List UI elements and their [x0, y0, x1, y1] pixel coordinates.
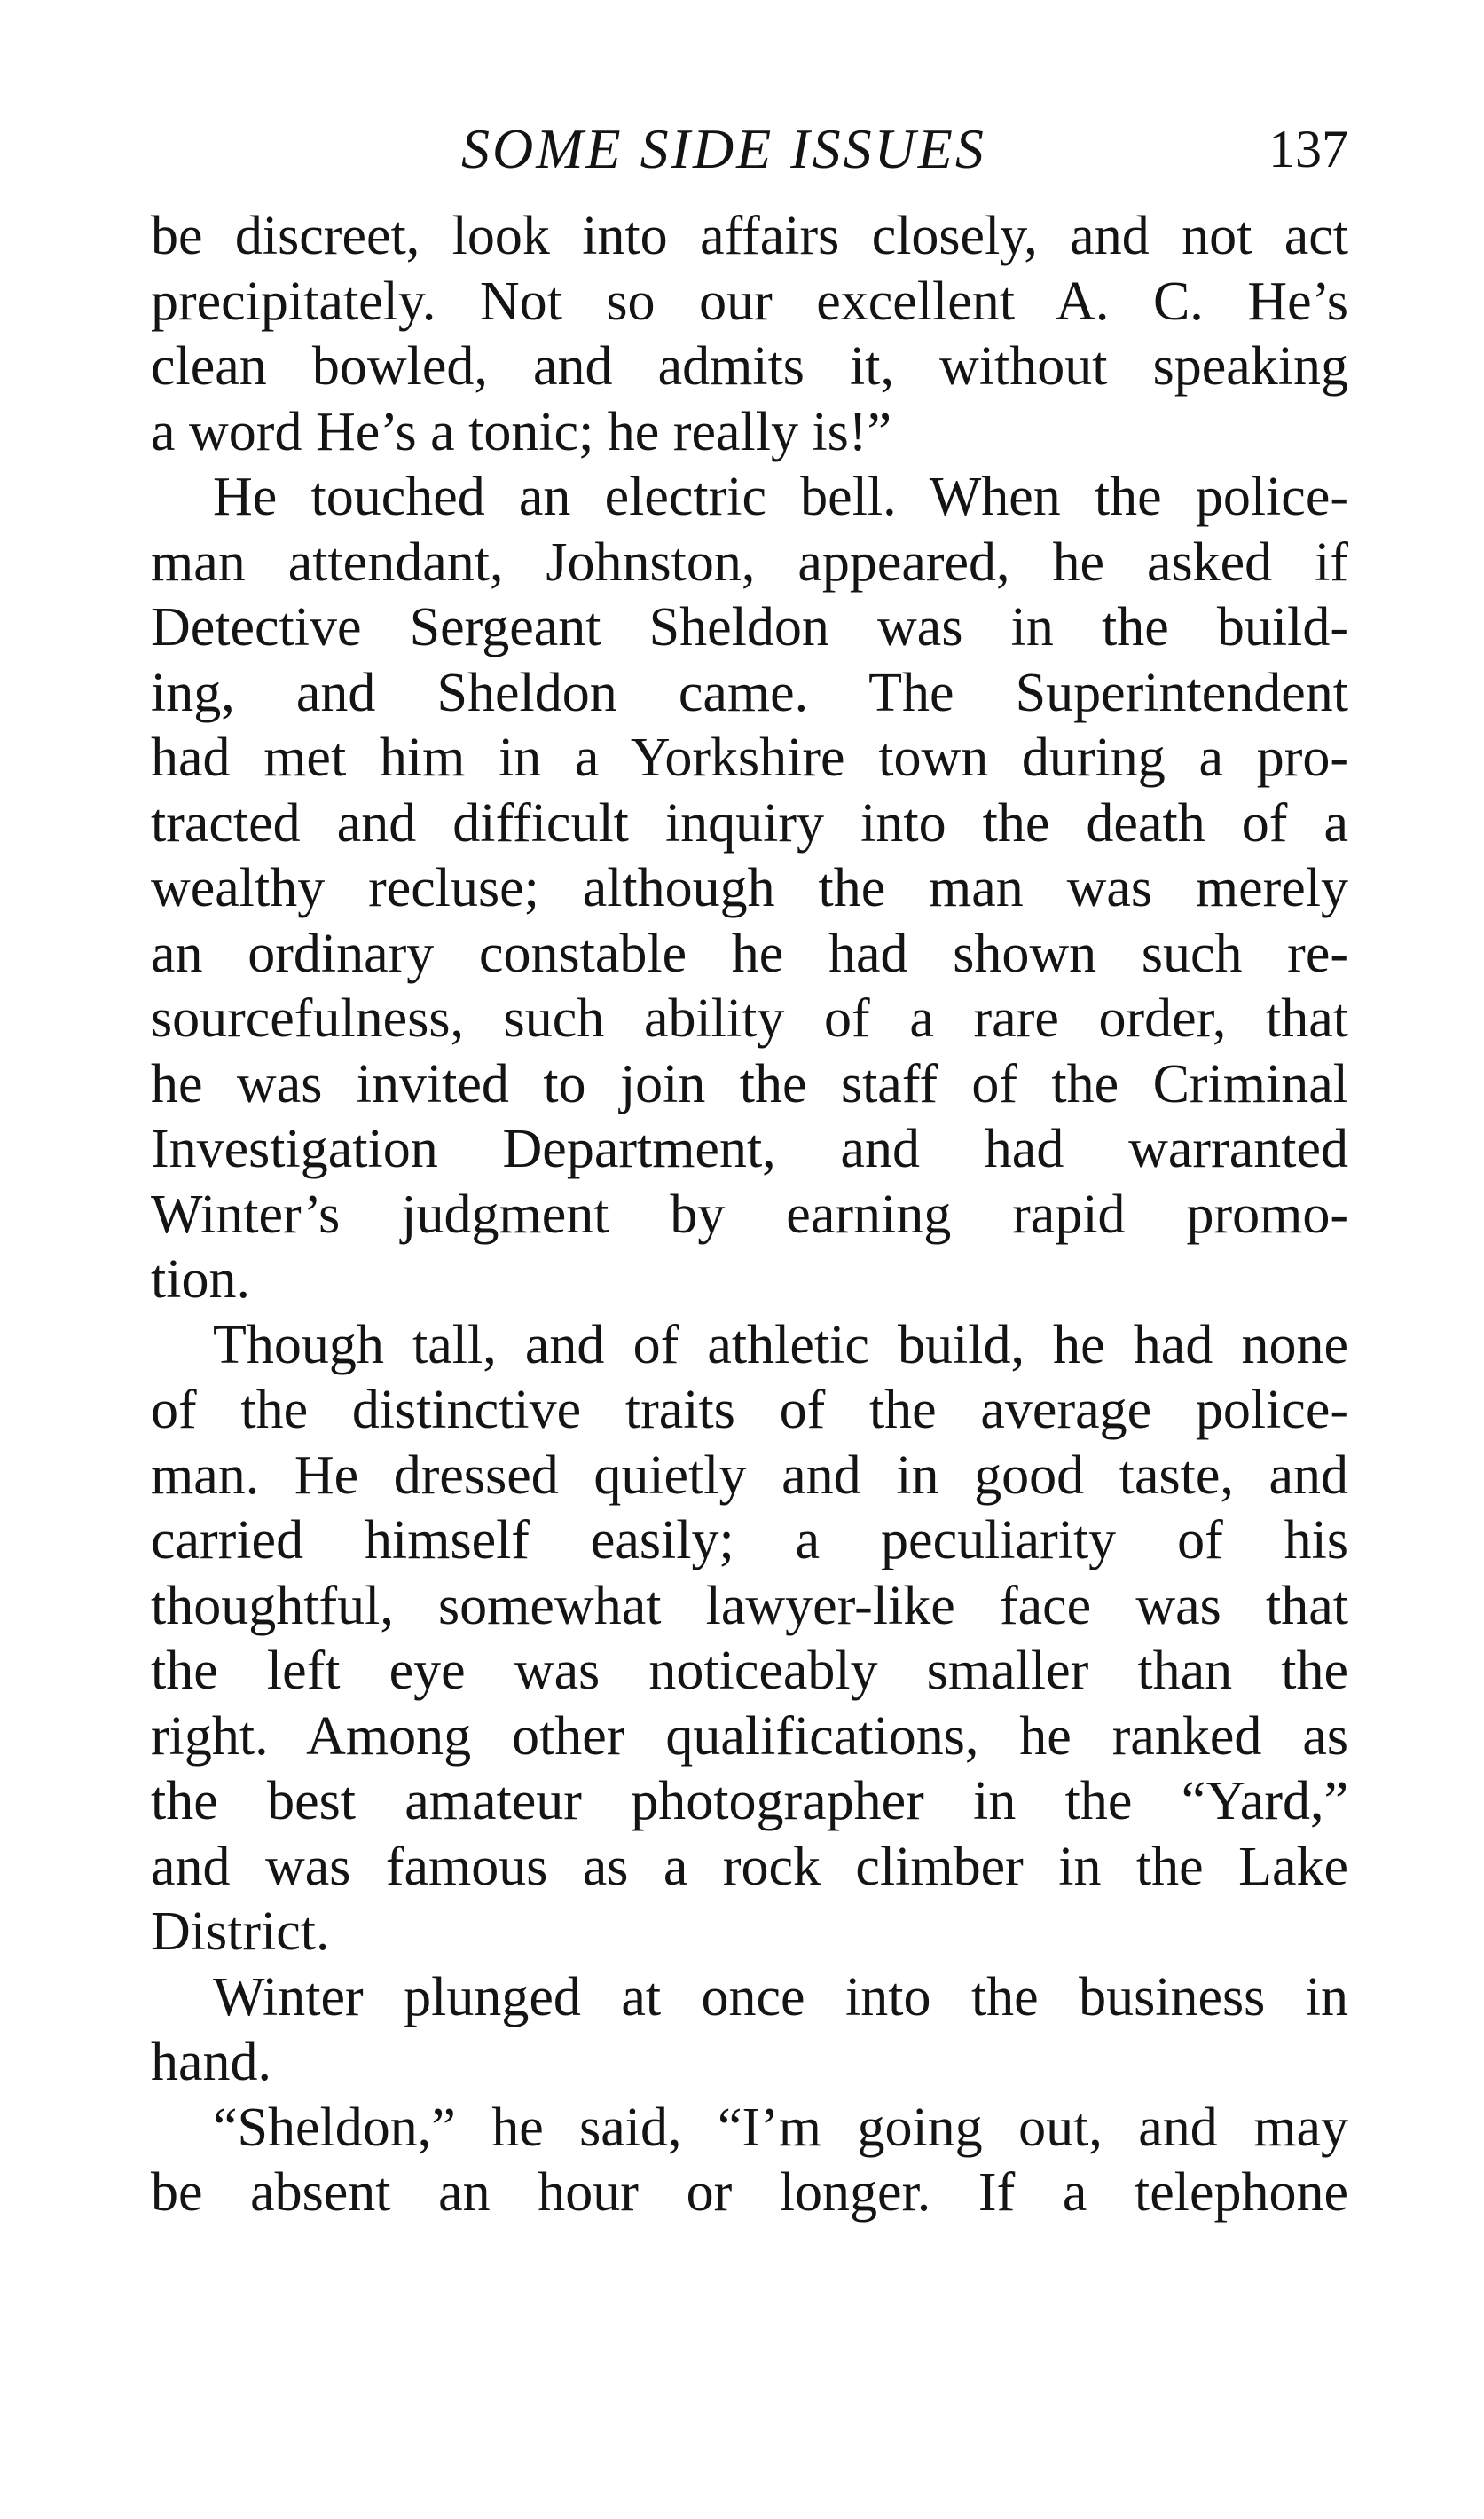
text-line: man. He dressed quietly and in good taste, and [151, 1444, 1348, 1506]
text-line: right. Among other qualifications, he ranked as [151, 1705, 1348, 1767]
text-line: and was famous as a rock climber in the Lake [151, 1836, 1348, 1897]
text-line: tracted and difficult inquiry into the death of a [151, 792, 1348, 854]
text-line: an ordinary constable he had shown such re- [151, 923, 1348, 984]
text-line: be discreet, look into affairs closely, and not act [151, 206, 1348, 266]
text-line: of the distinctive traits of the average police- [151, 1380, 1348, 1440]
text-line: be absent an hour or longer. If a telephone [151, 2162, 1348, 2223]
text-line: thoughtful, somewhat lawyer-like face was that [151, 1575, 1348, 1636]
body-text [151, 204, 1348, 2226]
text-line: man attendant, Johnston, appeared, he asked if [151, 531, 1348, 593]
running-title: SOME SIDE ISSUES [461, 117, 986, 180]
text-line: Winter plunged at once into the business in [213, 1966, 1348, 2027]
text-line: sourcefulness, such ability of a rare order, that [151, 988, 1348, 1049]
text-line: a word He’s a tonic; he really is!” [151, 401, 891, 462]
text-line: clean bowled, and admits it, without speaking [151, 336, 1348, 397]
text-line: wealthy recluse; although the man was merely [151, 858, 1348, 918]
text-line: ing, and Sheldon came. The Superintendent [151, 662, 1348, 723]
text-line: Investigation Department, and had warranted [151, 1119, 1348, 1179]
text-line: precipitately. Not so our excellent A. C. He’s [151, 271, 1348, 332]
text-line: he was invited to join the staff of the Criminal [151, 1053, 1348, 1114]
text-line: hand. [151, 2032, 272, 2092]
text-line: Winter’s judgment by earning rapid promo- [151, 1184, 1348, 1245]
text-line: Though tall, and of athletic build, he had none [213, 1314, 1348, 1375]
page-number: 137 [1268, 120, 1348, 178]
page-header [151, 114, 1348, 185]
text-line: tion. [151, 1249, 250, 1310]
text-line: He touched an electric bell. When the police- [213, 467, 1348, 527]
text-line: “Sheldon,” he said, “I’m going out, and may [213, 2097, 1348, 2158]
text-line: carried himself easily; a peculiarity of his [151, 1510, 1348, 1570]
text-line: District. [151, 1901, 330, 1962]
text-line: had met him in a Yorkshire town during a pro- [151, 728, 1348, 788]
text-line: the best amateur photographer in the “Yard,” [151, 1771, 1348, 1831]
text-line: the left eye was noticeably smaller than the [151, 1641, 1348, 1701]
text-line: Detective Sergeant Sheldon was in the build- [151, 597, 1348, 657]
